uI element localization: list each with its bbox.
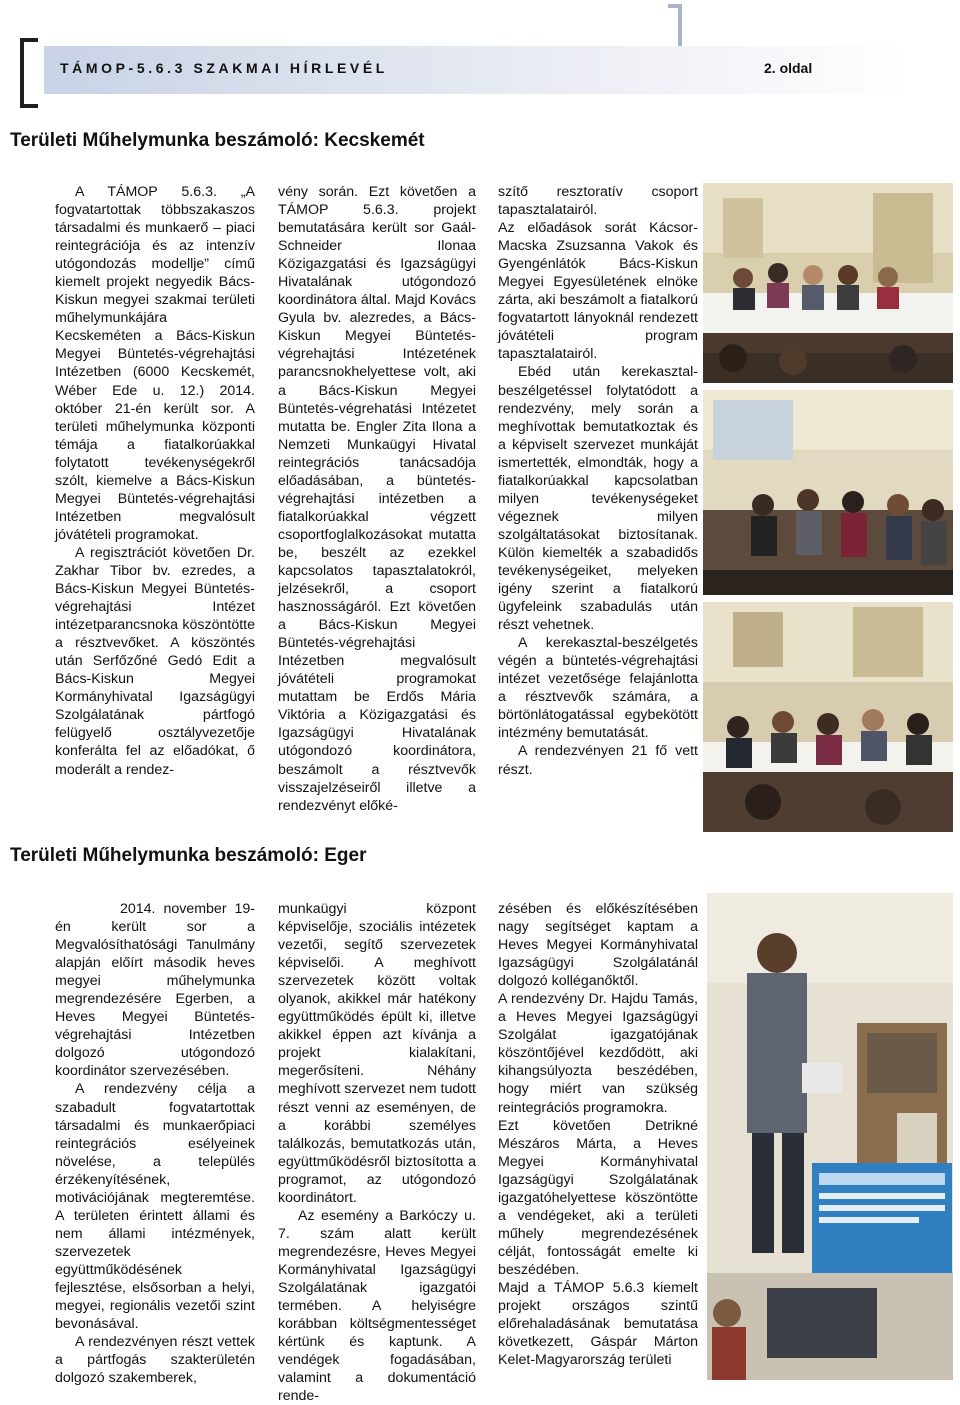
paragraph: munkaügyi központ képviselője, szociális intézetek vezetői, segítő szervezetek képviselői. A meghívott szervezetek között voltak olyanok, akikkel már hatékony együttműködés épült ki, illetve akikkel éppen azt kívánja a projekt kialakítani, megerősíteni. Néhány meghívott szervezet nem tudott részt venni az eseményen, de a korábbi személyes találkozás, bemutatkozás után, együttműködésről biztosította a programot, az utógondozó koordinátort. (278, 901, 476, 1206)
header-bracket-left (20, 38, 38, 108)
paragraph: Az előadások sorát Kácsor-Macska Zsuzsanna Vakok és Gyengénlátók Bács-Kiskun Megyei Egyesületének elnöke zárta, aki beszámolt a fiatalkorú fogvatartott lányoknál rendezett jóvátételi program tapasztalatairól. (498, 220, 698, 363)
photo-conference-panel (703, 183, 953, 383)
paragraph: Ezt követően Detrikné Mészáros Márta, a Heves Megyei Kormányhivatal Igazságügyi Szolgálatának igazgatóhelyettese köszöntötte a vendégeket, aki a területi műhely megrendezésének célját, fontosságát emelte ki beszédében. (498, 1117, 698, 1278)
paragraph: 2014. november 19-én került sor a Megvalósíthatósági Tanulmány alapján előírt második heves megyei műhelymunka megrendezésére Egerben, a Heves Megyei Büntetés-végrehajtási Intézetben dolgozó utógondozó koordinátor szervezésében. (55, 901, 255, 1080)
paragraph: A TÁMOP 5.6.3. „A fogvatartottak többszakaszos társadalmi és munkaerő – piaci reintegrációja és az intenzív utógondozás modellje” című kiemelt projekt negyedik Bács-Kiskun megyei szakmai területi műhelymunkájára Kecskeméten a Bács-Kiskun Megyei Büntetés-végrehajtási Intézetben (6000 Kecskemét, Wéber Ede u. 12.) 2014. október 21-én került sor. A területi műhelymunka központi témája a fiatalkorúakkal folytatott tevékenységekről szólt, kiemelve a Bács-Kiskun Megyei Büntetés-végrehajtási Intézetben megvalósult jóvátételi programokat. (55, 184, 255, 543)
paragraph: szítő resztoratív csoport tapasztalatairól. (498, 184, 698, 219)
photo-presenter-slide (707, 893, 953, 1380)
paragraph: A regisztrációt követően Dr. Zakhar Tibor bv. ezredes, a Bács-Kiskun Megyei Büntetés-végrehajtási Intézet intézetparancsnoka köszöntötte a résztvevőket. A köszöntés után Serfőzőné Gedó Edit a Bács-Kiskun Megyei Kormányhivatal Igazságügyi Szolgálatának pártfogó felügyelő osztályvezetője konferálta fel az előadókat, ő moderált a rendez- (55, 544, 255, 778)
paragraph: A rendezvény célja a szabadult fogvatartottak társadalmi és munkaerőpiaci reintegrációs esélyeinek növelése, a település érzékenyítésének, motivációjának megteremtése. A területen érintett állami és nem állami intézmények, szervezetek együttműködésének fejlesztése, elsősorban a helyi, megyei, regionális vezetői szint bevonásával. (55, 1081, 255, 1333)
article2-column-3 (498, 900, 698, 1369)
paragraph: A rendezvény Dr. Hajdu Tamás, a Heves Megyei Igazságügyi Szolgálat igazgatójának köszöntőjével kezdődött, aki kihangsúlyozta beszédében, hogy miért van szükség reintegrációs programokra. (498, 991, 698, 1116)
article1-column-2 (278, 183, 476, 815)
paragraph: zésében és előkészítésében nagy segítséget kaptam a Heves Megyei Kormányhivatal Igazságügyi Szolgálatánál dolgozó kolléganőktől. (498, 901, 698, 990)
paragraph: A rendezvényen 21 fő vett részt. (498, 743, 698, 778)
paragraph: Majd a TÁMOP 5.6.3 kiemelt projekt országos szintű előrehaladásának bemutatása következett, Gáspár Márton Kelet-Magyarország területi (498, 1279, 698, 1369)
newsletter-title: TÁMOP-5.6.3 SZAKMAI HÍRLEVÉL (60, 60, 388, 76)
paragraph: Az esemény a Barkóczy u. 7. szám alatt került megrendezésre, Heves Megyei Kormányhivatal Igazságügyi Szolgálatának igazgatói termében. A helyiségre korábban költségmentességet kértünk és kaptunk. A vendégek fogadásában, valamint a dokumentáció rende- (278, 1207, 476, 1405)
paragraph: A kerekasztal-beszélgetés végén a büntetés-végrehajtási intézet vezetősége felajánlotta a résztvevők számára, a börtönlátogatással egybekötött intézmény bemutatását. (498, 635, 698, 742)
photo-roundtable (703, 602, 953, 832)
article2-column-1 (55, 900, 255, 1387)
page-number: 2. oldal (764, 60, 813, 76)
article-heading-kecskemet: Területi Műhelymunka beszámoló: Kecskemét (10, 130, 425, 151)
paragraph: vény során. Ezt követően a TÁMOP 5.6.3. projekt bemutatására került sor Gaál-Schneider Ilonaa Közigazgatási és Igazságügyi Hivatalának utógondozó koordinátora által. Majd Kovács Gyula bv. alezredes, a Bács-Kiskun Megyei Büntetés-végrehajtási Intézetének parancsnokhelyettese volt, aki a Bács-Kiskun Megyei Büntetés-végrehatási Intézetet mutatta be. Engler Zita Ilona a Nemzeti Munkaügyi Hivatal reintegrációs tanácsadója előadásában, a büntetés-végrehajtási intézetben a fiatalkorúakkal végzett csoportfoglalkozásokat mutatta be, beszélt az ezekkel kapcsolatos tapasztalatokról, jelzésekről, a csoport hasznosságáról. Ezt követően a Bács-Kiskun Megyei Büntetés-végrehajtási Intézetben megvalósult jóvátételi programokat mutattam be Erdős Mária Viktória a Közigazgatási és Igazságügyi Hivatalának utógondozó koordinátora, beszámolt a résztvevők visszajelzéseiről illetve a rendezvényt előké- (278, 184, 476, 814)
photo-conference-audience (703, 390, 953, 595)
article1-column-1 (55, 183, 255, 779)
article1-column-3 (498, 183, 698, 779)
paragraph: Ebéd után kerekasztal-beszélgetéssel folytatódott a rendezvény, mely során a meghívottak bemutatkoztak és a képviselt szervezet munkáját ismertették, elmondták, hogy a fiatalkorúakkal kapcsolatban milyen tevékenységeket végeznek milyen szolgáltatásokat biztosítanak. Külön kiemelték a szabadidős tevékenységeiket, melyeken igény szerint a fiatalkorú ügyfeleink szabadulás után részt vehetnek. (498, 364, 698, 634)
article2-column-2 (278, 900, 476, 1405)
article-heading-eger: Területi Műhelymunka beszámoló: Eger (10, 845, 367, 866)
paragraph: A rendezvényen részt vettek a pártfogás szakterületén dolgozó szakemberek, (55, 1334, 255, 1387)
